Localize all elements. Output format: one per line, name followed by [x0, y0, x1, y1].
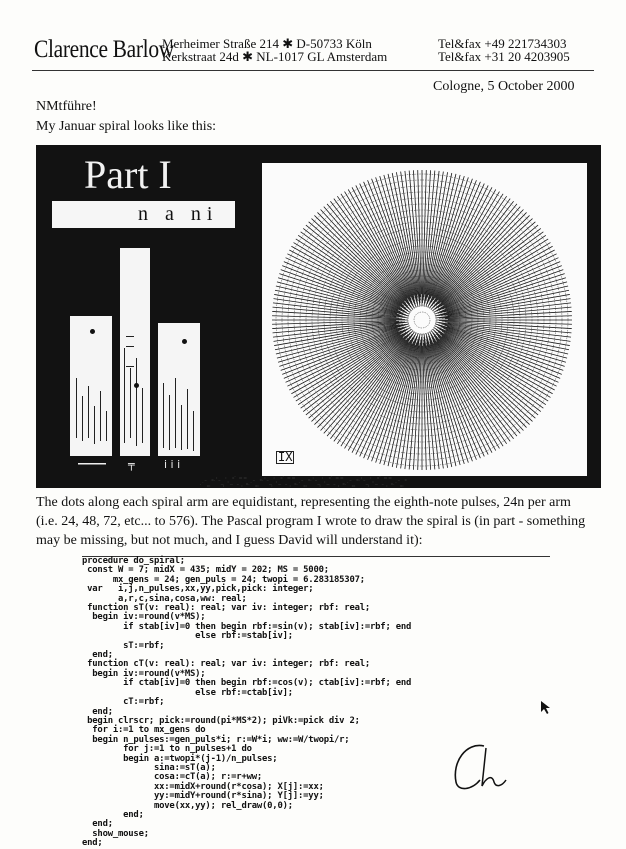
tel-line-2: Tel&fax +31 20 4203905 — [438, 49, 570, 64]
spiral-plot — [262, 163, 587, 476]
marker-symbol: i i i — [164, 458, 181, 471]
pascal-code: procedure do_spiral; const W = 7; midX = 435; midY = 202; MS = 5000; mx_gens = 24; gen_puls = 24; twopi = 6.283185307; var i,j,n_pulses,xx,yy,pick,pick: integer; a,r,c,sina,cosa,ww: real; function sT(v: real): real; var iv: integer; rbf: real; begin iv:=round(v*MS); if stab[iv]=0 then begin rbf:=sin(v); stab[iv]:=rbf; end else rbf:=stab[iv]; sT:=rbf; end; function cT(v: real): real; var iv: integer; rbf: real; begin iv:=round(v*MS); if ctab[iv]=0 then begin rbf:=cos(v); ctab[iv]:=rbf; end else rbf:=ctab[iv]; cT:=rbf; end; begin clrscr; pick:=round(pi*MS*2); piVk:=pick div 2; for i:=1 to mx_gens do begin n_pulses:=gen_puls*i; r:=W*i; ww:=W/twopi/r; for j:=1 to n_pulses+1 do begin a:=twopi*(j-1)/n_pulses; sina:=sT(a); cosa:=cT(a); r:=r+ww; xx:=midX+round(r*cosa); X[j]:=xx; yy:=midY+round(r*sina); Y[j]:=yy; move(xx,yy); rel_draw(0,0); end; end; show_mouse; end; — [82, 556, 412, 849]
figure-subtitle: n a ni — [138, 203, 219, 225]
letterhead-telephone — [438, 37, 570, 63]
greeting: NMtführe! — [36, 99, 97, 114]
letter-date: Cologne, 5 October 2000 — [433, 79, 575, 94]
letterhead-address — [162, 37, 387, 63]
plot-label: IX — [278, 450, 293, 464]
handwritten-signature — [446, 738, 516, 794]
mouse-cursor-icon — [540, 700, 552, 716]
bar-right — [158, 323, 200, 456]
address-line-2: Kerkstraat 24d ✱ NL-1017 GL Amsterdam — [162, 49, 388, 64]
bar-left — [70, 316, 112, 456]
bar-right-texture — [158, 323, 200, 456]
bar-middle-texture — [120, 248, 150, 456]
scan-noise — [200, 476, 410, 490]
header-rule — [32, 70, 594, 71]
intro-text: My Januar spiral looks like this: — [36, 119, 217, 134]
bar-dot — [134, 383, 139, 388]
figure-title: Part I — [84, 152, 172, 197]
spiral-lines — [272, 170, 572, 470]
bar-dot — [90, 329, 95, 334]
bar-markers — [76, 457, 206, 471]
marker-symbol: ╤ — [128, 458, 135, 471]
body-paragraph: The dots along each spiral arm are equidistant, representing the eighth-note pulses, 24n per arm (i.e. 24, 48, 72, etc... to 576). The Pascal program I wrote to draw the spiral is (in part - something may be missing, but not much, and I guess David will understand it): — [36, 495, 586, 548]
spiral-figure — [36, 145, 601, 488]
bar-dot — [182, 339, 187, 344]
bar-middle — [120, 248, 150, 456]
subtitle-box — [52, 201, 235, 228]
letterhead-name: Clarence Barlow — [34, 36, 174, 63]
tel-line-1: Tel&fax +49 221734303 — [438, 36, 567, 51]
bar-left-texture — [70, 316, 112, 456]
spiral-drawing — [262, 163, 587, 476]
address-line-1: Merheimer Straße 214 ✱ D-50733 Köln — [162, 36, 372, 51]
